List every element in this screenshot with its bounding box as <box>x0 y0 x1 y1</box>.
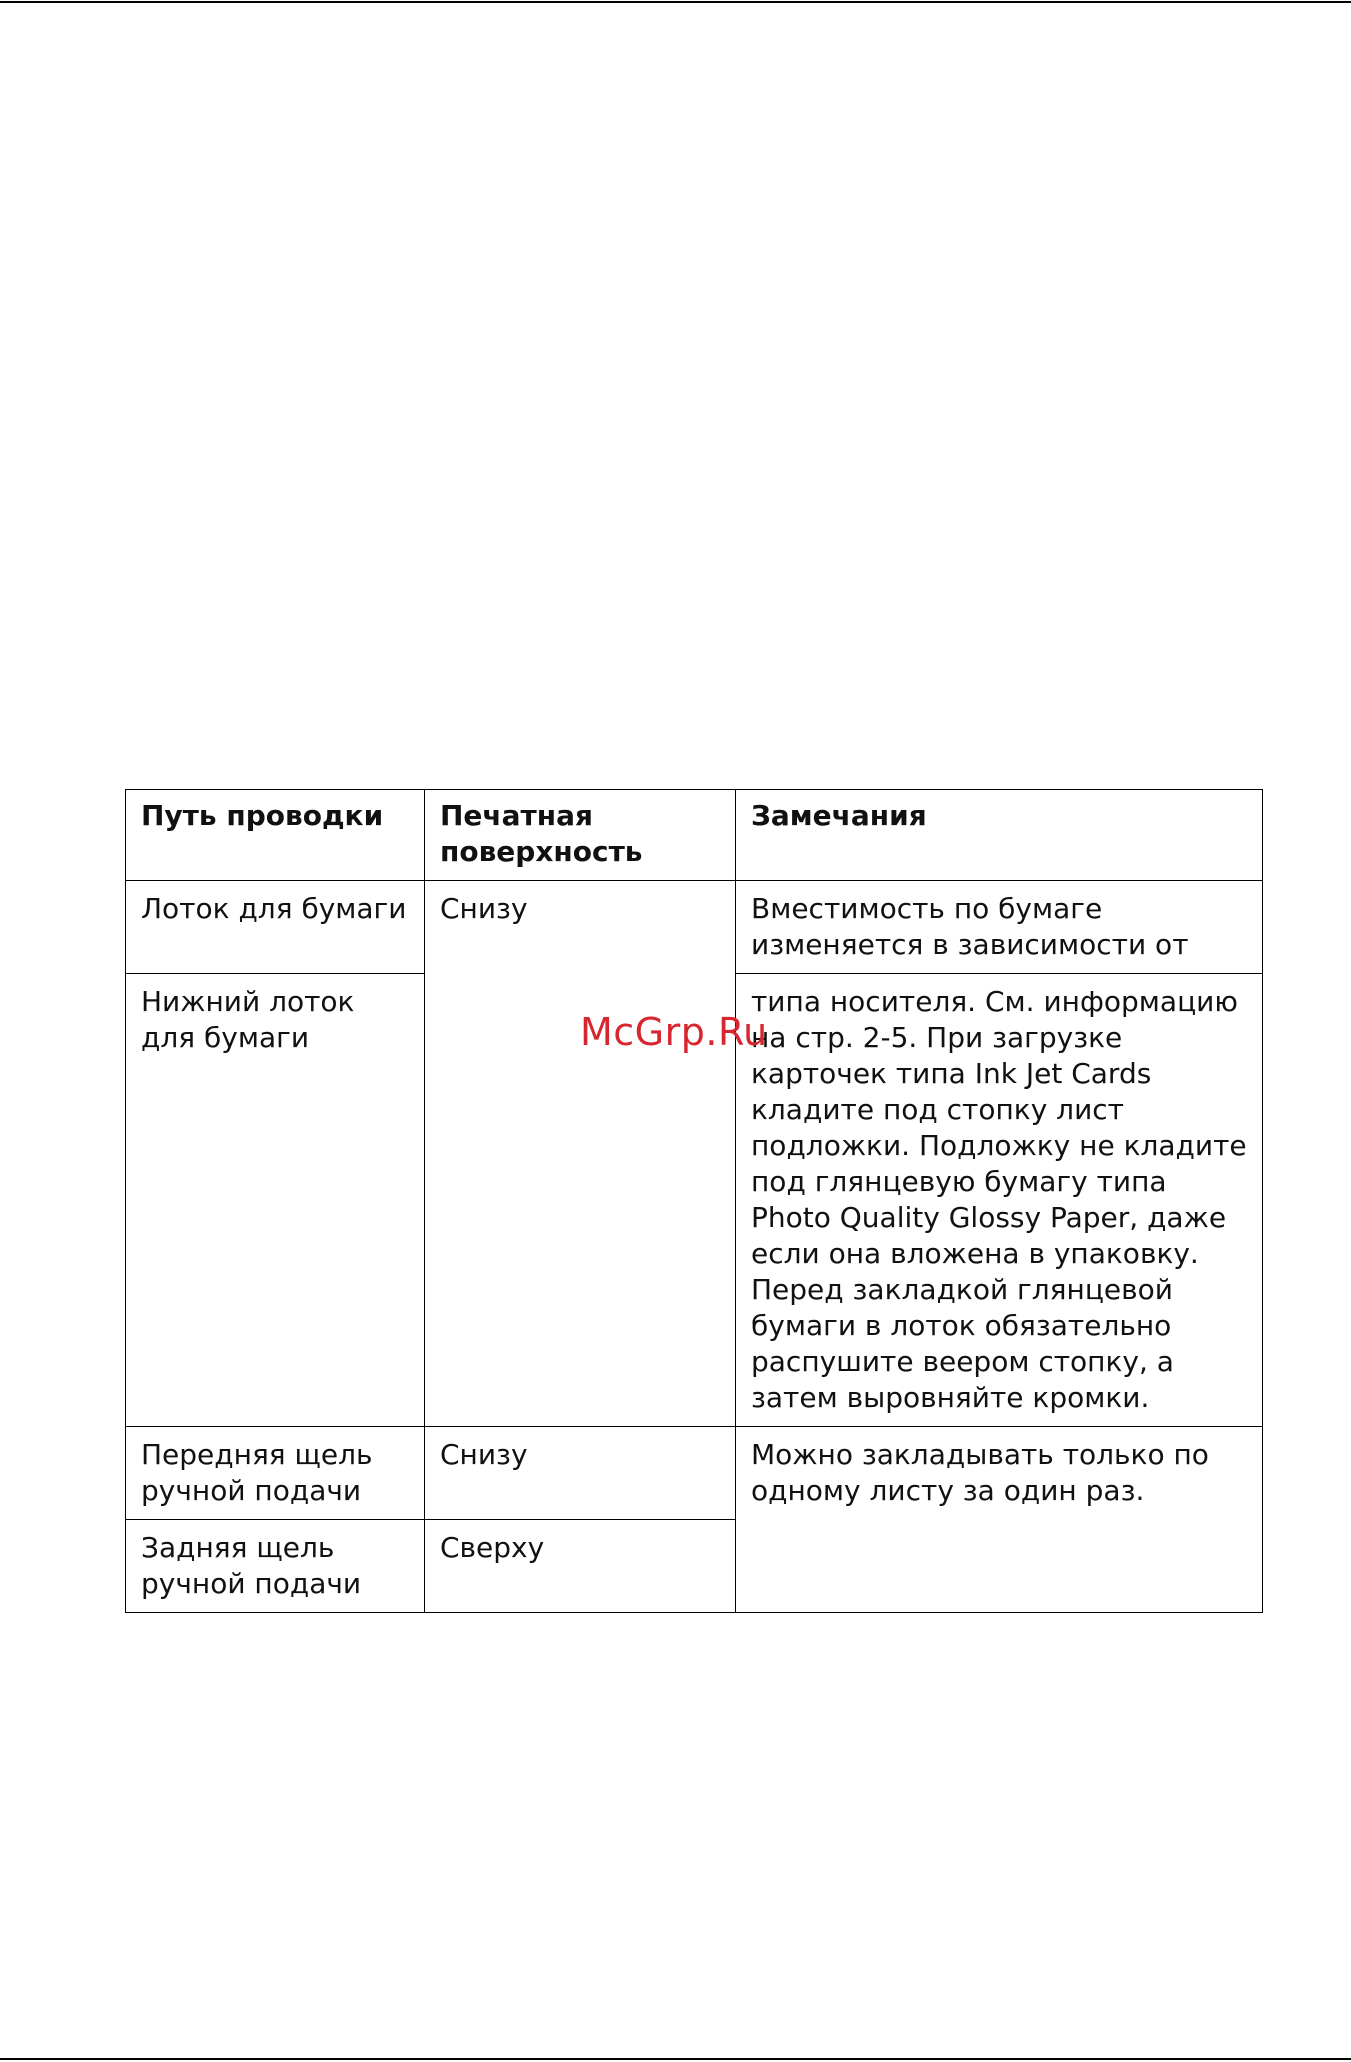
top-rule <box>0 1 1351 3</box>
header-surface: Печатная поверхность <box>425 790 736 881</box>
header-path: Путь проводки <box>126 790 425 881</box>
bottom-rule <box>0 2058 1351 2060</box>
cell-path: Нижний лоток для бумаги <box>126 974 425 1427</box>
header-notes: Замечания <box>736 790 1263 881</box>
cell-surface: Сверху <box>425 1520 736 1613</box>
cell-path: Лоток для бумаги <box>126 881 425 974</box>
watermark: McGrp.Ru <box>580 1010 768 1054</box>
cell-path: Передняя щель ручной подачи <box>126 1427 425 1520</box>
table-row <box>126 1427 1263 1520</box>
cell-surface: Снизу <box>425 881 736 1427</box>
table-row <box>126 881 1263 974</box>
table-header-row <box>126 790 1263 881</box>
cell-surface: Снизу <box>425 1427 736 1520</box>
cell-path: Задняя щель ручной подачи <box>126 1520 425 1613</box>
cell-notes: типа носителя. См. информацию на стр. 2-5. При загрузке карточек типа Ink Jet Cards кладите под стопку лист подложки. Подложку не кладите под глянцевую бумагу типа Photo Quality Glossy Paper, даже если она вложена в упаковку. Перед закладкой глянцевой бумаги в лоток обязательно распушите веером стопку, а затем выровняйте кромки. <box>736 974 1263 1427</box>
cell-notes: Вместимость по бумаге изменяется в зависимости от <box>736 881 1263 974</box>
cell-notes: Можно закладывать только по одному листу за один раз. <box>736 1427 1263 1613</box>
paper-path-table <box>125 789 1263 1613</box>
